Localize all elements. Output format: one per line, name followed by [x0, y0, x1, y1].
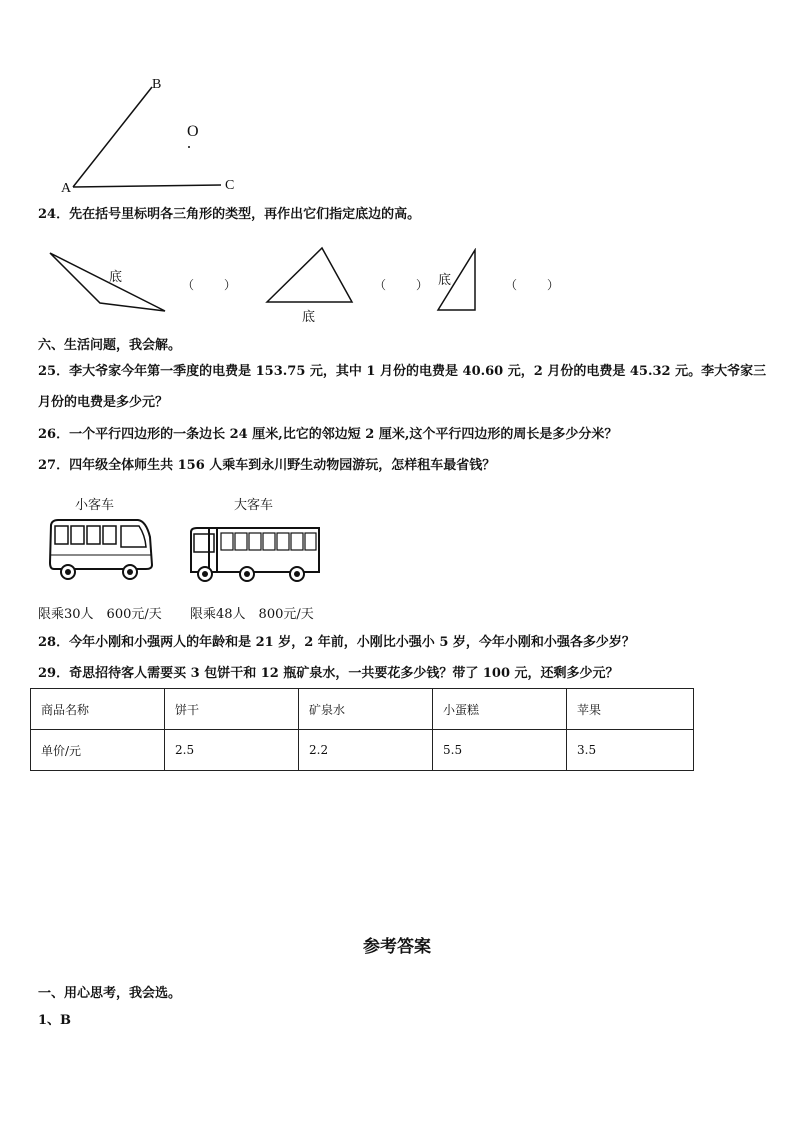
- table-cell: 苹果: [567, 689, 694, 730]
- table-cell: 商品名称: [31, 689, 165, 730]
- triangle-acute: [262, 245, 357, 307]
- section-6-heading: 六、生活问题，我会解。: [38, 338, 182, 353]
- table-row: [31, 730, 694, 771]
- table-cell: 单价/元: [31, 730, 165, 771]
- table-cell: 2.2: [299, 730, 433, 771]
- price-table: [30, 688, 694, 771]
- answers-section-1: 一、用心思考，我会选。: [38, 986, 182, 1001]
- table-cell: 2.5: [165, 730, 299, 771]
- table-cell: 3.5: [567, 730, 694, 771]
- small-bus-image: [46, 517, 156, 583]
- triangle-obtuse: [45, 248, 170, 318]
- point-a-label: A: [61, 181, 72, 196]
- table-cell: 饼干: [165, 689, 299, 730]
- base-label-1: 底: [109, 269, 123, 284]
- point-b-label: B: [152, 77, 162, 92]
- large-bus-name: 大客车: [234, 498, 274, 513]
- paren-3: （ ）: [505, 278, 562, 292]
- paren-2: （ ）: [374, 278, 431, 292]
- base-label-3: 底: [438, 272, 452, 287]
- large-bus-image: [187, 524, 323, 584]
- point-c-label: C: [225, 178, 235, 193]
- question-28: 28．今年小刚和小强两人的年龄和是 21 岁，2 年前，小刚比小强小 5 岁，今年小刚和小强各多少岁？: [38, 635, 635, 650]
- table-cell: 矿泉水: [299, 689, 433, 730]
- question-25-line1: 25．李大爷家今年第一季度的电费是 153.75 元，其中 1 月份的电费是 40.60 元，2 月份的电费是 45.32 元。李大爷家三: [38, 364, 767, 379]
- large-bus-info: 限乘48人 800元/天: [190, 607, 314, 622]
- question-24: 24．先在括号里标明各三角形的类型，再作出它们指定底边的高。: [38, 207, 421, 222]
- table-cell: 小蛋糕: [433, 689, 567, 730]
- answer-1: 1、B: [38, 1013, 72, 1028]
- question-25-line2: 月份的电费是多少元？: [38, 395, 169, 410]
- table-cell: 5.5: [433, 730, 567, 771]
- answers-title: 参考答案: [363, 937, 431, 957]
- table-row: [31, 689, 694, 730]
- small-bus-info: 限乘30人 600元/天: [38, 607, 162, 622]
- base-label-2: 底: [302, 309, 316, 324]
- question-26: 26．一个平行四边形的一条边长 24 厘米,比它的邻边短 2 厘米,这个平行四边形的周长是多少分米？: [38, 427, 618, 442]
- point-o-label: O: [187, 123, 199, 140]
- question-27: 27．四年级全体师生共 156 人乘车到永川野生动物园游玩，怎样租车最省钱？: [38, 458, 496, 473]
- small-bus-name: 小客车: [75, 498, 115, 513]
- question-29: 29．奇思招待客人需要买 3 包饼干和 12 瓶矿泉水，一共要花多少钱？带了 100 元，还剩多少元？: [38, 666, 619, 681]
- paren-1: （ ）: [182, 278, 239, 292]
